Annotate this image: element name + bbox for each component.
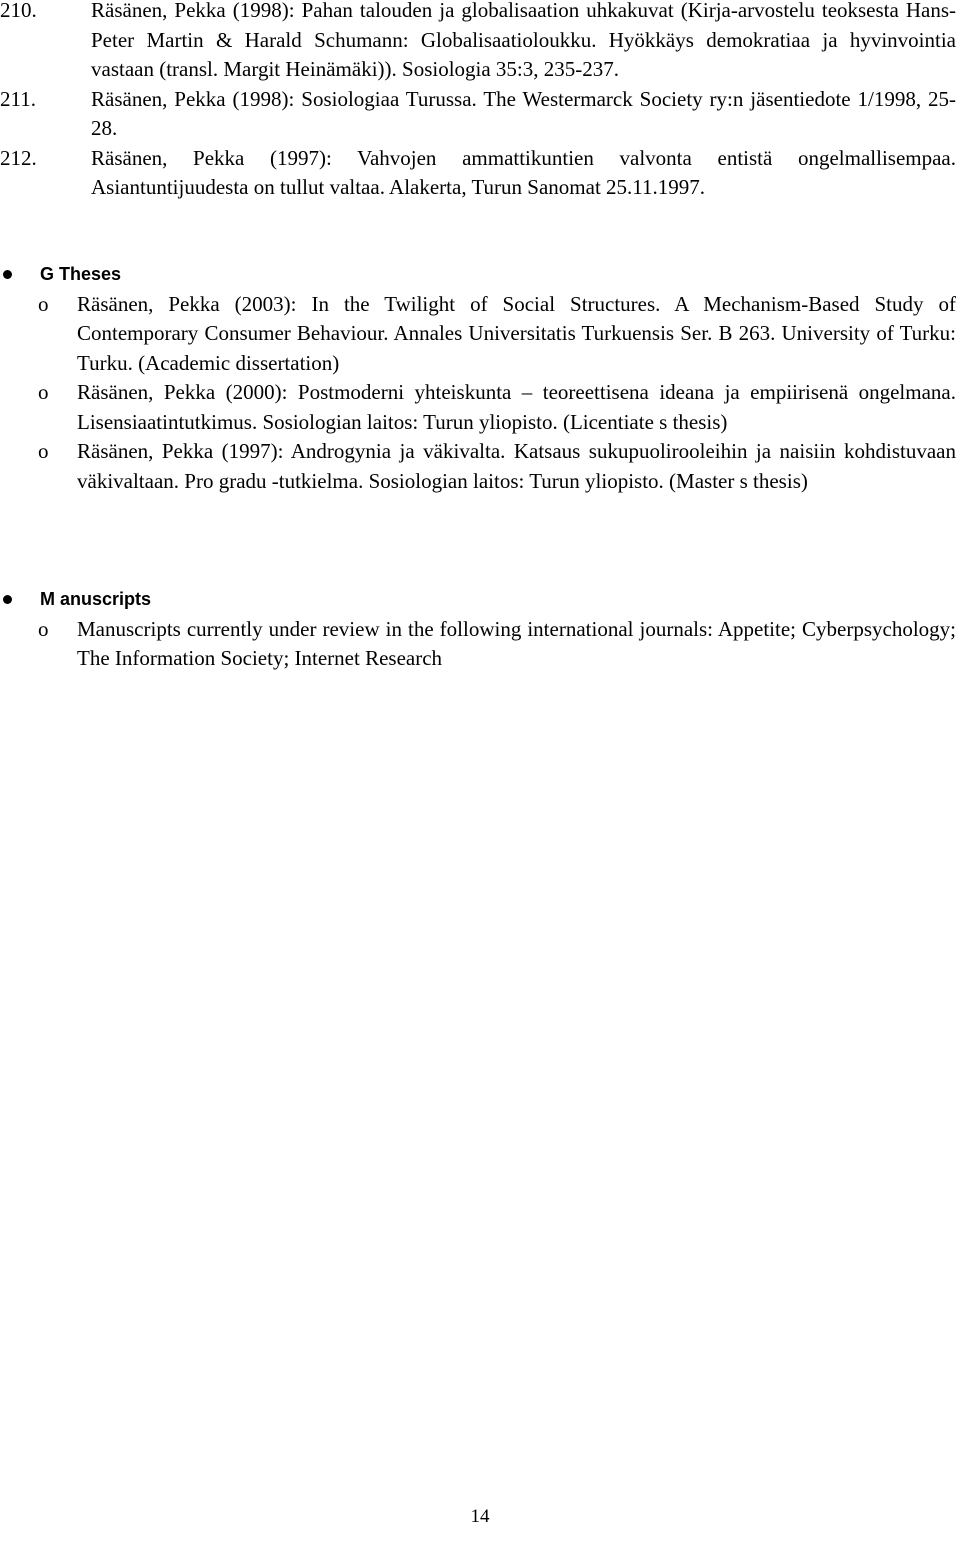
section-heading	[0, 585, 960, 615]
page-number: 14	[470, 1506, 490, 1527]
list-marker: o	[38, 380, 49, 404]
reference-entry	[0, 85, 960, 144]
list-item-text: Räsänen, Pekka (2003): In the Twilight of Social Structures. A Mechanism-Based Study of Contemporary Consumer Behaviour. Annales Universitatis Turkuensis Ser. B 263. University of Turku: Turku. (Academic dissertation)	[77, 291, 956, 375]
manuscripts-section	[0, 585, 960, 674]
section-heading-text: M anuscripts	[40, 589, 152, 609]
reference-text: Räsänen, Pekka (1998): Pahan talouden ja globalisaation uhkakuvat (Kirja-arvostelu teoksesta Hans-Peter Martin & Harald Schumann: Globalisaatioloukku. Hyökkäys demokratiaa ja hyvinvointia vastaan (transl. Margit Heinämäki)). Sosiologia 35:3, 235-237.	[91, 0, 956, 81]
theses-section	[0, 260, 960, 496]
bullet-icon	[3, 270, 12, 279]
numbered-references	[0, 0, 960, 203]
list-item	[0, 437, 960, 496]
list-item-text: Manuscripts currently under review in the following international journals: Appetite; Cyberpsychology; The Information Society; Internet Research	[77, 616, 956, 670]
list-item-text: Räsänen, Pekka (2000): Postmoderni yhteiskunta – teoreettisena ideana ja empiirisenä ongelmana. Lisensiaatintutkimus. Sosiologian laitos: Turun yliopisto. (Licentiate s thesis)	[77, 380, 956, 434]
reference-number: 212.	[0, 145, 37, 170]
list-marker: o	[38, 291, 49, 316]
list-item-text: Räsänen, Pekka (1997): Androgynia ja väkivalta. Katsaus sukupuolirooleihin ja naisiin kohdistuvaan väkivaltaan. Pro gradu -tutkielma. Sosiologian laitos: Turun yliopisto. (Master s thesis)	[77, 439, 956, 493]
section-heading	[0, 260, 960, 290]
reference-text: Räsänen, Pekka (1997): Vahvojen ammattikuntien valvonta entistä ongelmallisempaa. Asiantuntijuudesta on tullut valtaa. Alakerta, Turun Sanomat 25.11.1997.	[91, 145, 956, 199]
list-item	[0, 615, 960, 674]
reference-text: Räsänen, Pekka (1998): Sosiologiaa Turussa. The Westermarck Society ry:n jäsentiedote 1/1998, 25-28.	[91, 86, 956, 140]
list-marker: o	[38, 439, 49, 463]
list-item	[0, 378, 960, 437]
section-heading-text: G Theses	[40, 264, 122, 284]
list-item	[0, 290, 960, 379]
list-marker: o	[38, 616, 49, 641]
bullet-icon	[3, 595, 12, 604]
reference-number: 210.	[0, 0, 37, 22]
reference-entry	[0, 0, 960, 85]
reference-number: 211.	[0, 86, 36, 111]
reference-entry	[0, 144, 960, 203]
